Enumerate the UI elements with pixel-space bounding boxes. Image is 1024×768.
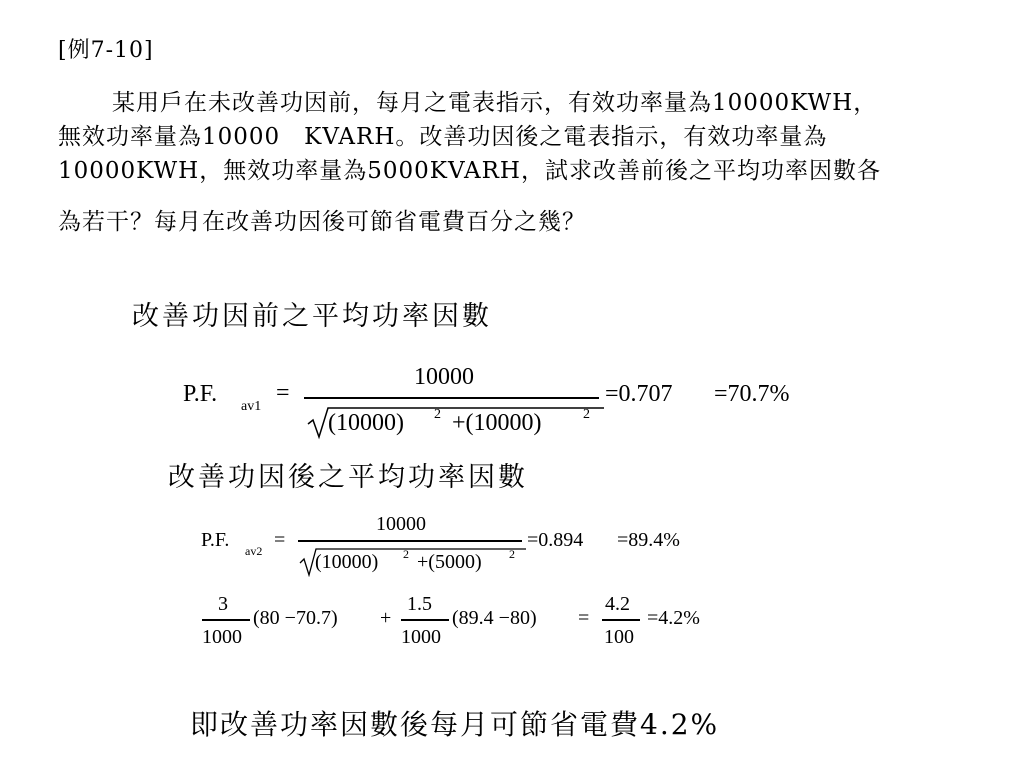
conclusion: 即改善功率因數後每月可節省電費4.2% [190, 708, 720, 741]
fraction-bar [298, 540, 522, 542]
denominator-exponent-2: 2 [583, 407, 590, 422]
problem-line-4: 為若干？每月在改善功因後可節省電費百分之幾？ [58, 209, 586, 235]
result-percent: =89.4% [617, 529, 680, 551]
problem-line-2: 無效功率量為10000 KVARH。改善功因後之電表指示，有效功率量為 [58, 124, 828, 150]
denominator-exponent-1: 2 [434, 407, 441, 422]
fraction-1-numerator: 3 [218, 593, 228, 615]
fraction-3-bar [602, 619, 640, 621]
denominator-term-2: +(5000) [417, 551, 482, 573]
result-percent: =4.2% [647, 607, 700, 629]
denominator-term-1: (10000) [328, 410, 404, 436]
denominator-term-2: +(10000) [452, 410, 542, 436]
term-2: (89.4 −80) [452, 607, 537, 629]
pf-subscript: av1 [241, 399, 262, 414]
pf-label: P.F. [183, 381, 218, 407]
heading-after-improvement: 改善功因後之平均功率因數 [168, 462, 528, 493]
fraction-1-denominator: 1000 [202, 626, 242, 648]
result-percent: =70.7% [714, 381, 790, 407]
denominator-term-1: (10000) [315, 551, 379, 573]
fraction-numerator: 10000 [414, 364, 474, 390]
fraction-2-bar [401, 619, 449, 621]
example-label: [例7-10] [58, 38, 154, 63]
fraction-3-denominator: 100 [604, 626, 634, 648]
denominator-exponent-1: 2 [403, 547, 409, 561]
result-decimal: =0.894 [527, 529, 584, 551]
equals-sign: = [276, 380, 290, 406]
fraction-1-bar [202, 619, 250, 621]
problem-line-1: 某用戶在未改善功因前，每月之電表指示，有效功率量為10000KWH， [112, 90, 878, 116]
fraction-numerator: 10000 [376, 513, 426, 535]
fraction-bar [304, 397, 599, 399]
result-decimal: =0.707 [605, 381, 673, 407]
term-1: (80 −70.7) [253, 607, 338, 629]
plus-sign: + [380, 607, 392, 629]
equals-sign: = [274, 529, 286, 551]
equals-sign: = [578, 607, 590, 629]
problem-line-3: 10000KWH，無效功率量為5000KVARH，試求改善前後之平均功率因數各 [58, 158, 881, 184]
fraction-2-numerator: 1.5 [407, 593, 432, 615]
fraction-3-numerator: 4.2 [605, 593, 630, 615]
pf-label: P.F. [201, 529, 230, 551]
denominator-exponent-2: 2 [509, 547, 515, 561]
fraction-2-denominator: 1000 [401, 626, 441, 648]
heading-before-improvement: 改善功因前之平均功率因數 [132, 301, 492, 332]
pf-subscript: av2 [245, 544, 263, 558]
